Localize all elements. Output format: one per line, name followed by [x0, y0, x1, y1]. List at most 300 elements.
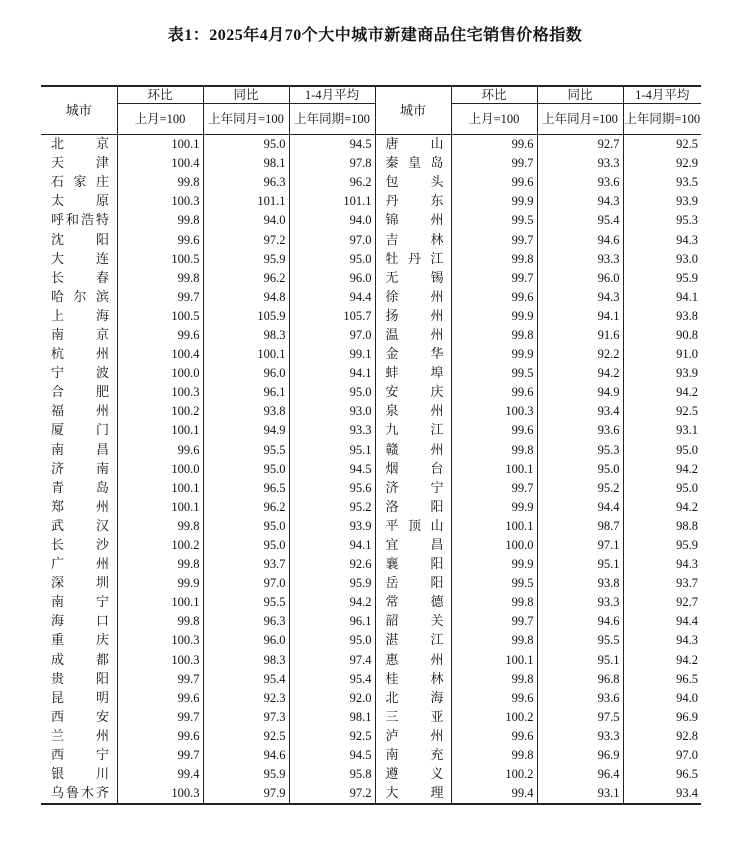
city-name-right: [375, 727, 451, 746]
mom-value-left: 100.0: [117, 364, 203, 383]
table-row: [41, 135, 701, 155]
city-label: 泸 州: [385, 728, 444, 744]
city-name-right: [375, 536, 451, 555]
mom-value-right: 99.8: [451, 250, 537, 269]
city-label: 大 理: [385, 786, 444, 802]
city-label: 重 庆: [51, 633, 109, 649]
mom-value-left: 99.7: [117, 288, 203, 307]
yoy-value-left: 96.0: [203, 364, 289, 383]
city-name-left: [41, 479, 117, 498]
yoy-value-right: 93.3: [537, 154, 623, 173]
mom-value-left: 100.0: [117, 460, 203, 479]
mom-value-right: 99.8: [451, 593, 537, 612]
city-label: 厦 门: [51, 423, 109, 439]
city-name-left: [41, 250, 117, 269]
mom-value-right: 99.7: [451, 479, 537, 498]
avg-value-right: 94.2: [623, 383, 701, 402]
avg-value-right: 94.2: [623, 460, 701, 479]
city-label: 桂 林: [385, 671, 444, 687]
column-header-yoy: 同比: [203, 86, 289, 104]
table-row: [41, 326, 701, 345]
yoy-value-right: 95.2: [537, 479, 623, 498]
table-row: [41, 574, 701, 593]
city-label: 深 圳: [51, 576, 109, 592]
city-label: 杭 州: [51, 347, 109, 363]
city-label: 南 昌: [51, 442, 109, 458]
city-name-right: [375, 364, 451, 383]
city-name-left: [41, 269, 117, 288]
city-label: 吉 林: [385, 232, 444, 248]
avg-value-left: 98.1: [289, 708, 375, 727]
city-label: 昆 明: [51, 690, 109, 706]
avg-value-right: 94.2: [623, 498, 701, 517]
yoy-value-left: 96.5: [203, 479, 289, 498]
yoy-value-left: 94.6: [203, 746, 289, 765]
yoy-value-left: 96.1: [203, 383, 289, 402]
table-row: [41, 269, 701, 288]
city-label: 宁 波: [51, 366, 109, 382]
yoy-value-left: 95.4: [203, 670, 289, 689]
city-name-left: [41, 517, 117, 536]
city-name-right: [375, 746, 451, 765]
yoy-value-left: 92.3: [203, 689, 289, 708]
yoy-value-left: 97.3: [203, 708, 289, 727]
city-name-right: [375, 670, 451, 689]
city-label: 西 安: [51, 709, 109, 725]
mom-value-right: 99.7: [451, 612, 537, 631]
avg-value-left: 96.0: [289, 269, 375, 288]
city-label: 温 州: [385, 327, 444, 343]
city-label: 上 海: [51, 308, 109, 324]
yoy-value-right: 93.8: [537, 574, 623, 593]
mom-value-right: 99.9: [451, 498, 537, 517]
yoy-value-left: 96.0: [203, 631, 289, 650]
city-label: 合 肥: [51, 385, 109, 401]
avg-value-right: 90.8: [623, 326, 701, 345]
yoy-value-right: 95.1: [537, 555, 623, 574]
city-name-left: [41, 441, 117, 460]
avg-value-right: 93.4: [623, 784, 701, 804]
mom-value-left: 99.7: [117, 708, 203, 727]
yoy-value-right: 94.2: [537, 364, 623, 383]
table-row: [41, 250, 701, 269]
yoy-value-left: 95.9: [203, 765, 289, 784]
mom-value-right: 99.5: [451, 574, 537, 593]
avg-value-right: 93.5: [623, 173, 701, 192]
yoy-value-left: 93.7: [203, 555, 289, 574]
city-name-right: [375, 269, 451, 288]
table-row: [41, 345, 701, 364]
avg-value-right: 94.1: [623, 288, 701, 307]
city-name-left: [41, 230, 117, 249]
mom-value-right: 99.8: [451, 441, 537, 460]
city-label: 无 锡: [385, 270, 444, 286]
city-name-right: [375, 574, 451, 593]
column-header-city: 城市: [375, 86, 451, 135]
table-row: [41, 230, 701, 249]
yoy-value-left: 101.1: [203, 192, 289, 211]
table-row: [41, 154, 701, 173]
mom-value-left: 99.6: [117, 441, 203, 460]
city-name-right: [375, 345, 451, 364]
city-label: 贵 阳: [51, 671, 109, 687]
city-name-left: [41, 288, 117, 307]
avg-value-left: 94.5: [289, 135, 375, 155]
city-name-right: [375, 631, 451, 650]
city-name-left: [41, 307, 117, 326]
table-row: [41, 402, 701, 421]
city-name-right: [375, 250, 451, 269]
city-label: 太 原: [51, 194, 109, 210]
column-subheader-mom: 上月=100: [451, 104, 537, 135]
avg-value-left: 95.1: [289, 441, 375, 460]
table-row: [41, 498, 701, 517]
mom-value-left: 99.4: [117, 765, 203, 784]
city-name-left: [41, 689, 117, 708]
city-label: 济 南: [51, 461, 109, 477]
city-label: 锦 州: [385, 213, 444, 229]
yoy-value-left: 95.0: [203, 135, 289, 155]
mom-value-right: 99.8: [451, 326, 537, 345]
column-header-mom: 环比: [451, 86, 537, 104]
mom-value-right: 99.8: [451, 631, 537, 650]
city-label: 哈尔滨: [51, 289, 109, 305]
yoy-value-right: 95.5: [537, 631, 623, 650]
avg-value-left: 97.0: [289, 230, 375, 249]
mom-value-left: 99.8: [117, 612, 203, 631]
avg-value-left: 95.0: [289, 631, 375, 650]
yoy-value-right: 95.4: [537, 211, 623, 230]
city-label: 郑 州: [51, 499, 109, 515]
table-row: [41, 612, 701, 631]
mom-value-left: 99.8: [117, 173, 203, 192]
avg-value-left: 105.7: [289, 307, 375, 326]
avg-value-left: 95.0: [289, 250, 375, 269]
table-row: [41, 727, 701, 746]
city-label: 广 州: [51, 557, 109, 573]
city-name-left: [41, 746, 117, 765]
mom-value-right: 100.2: [451, 765, 537, 784]
mom-value-right: 100.1: [451, 651, 537, 670]
city-label: 襄 阳: [385, 557, 444, 573]
city-label: 牡丹江: [385, 251, 444, 267]
yoy-value-right: 92.2: [537, 345, 623, 364]
yoy-value-left: 97.9: [203, 784, 289, 804]
yoy-value-left: 96.3: [203, 612, 289, 631]
avg-value-right: 96.9: [623, 708, 701, 727]
avg-value-right: 91.0: [623, 345, 701, 364]
city-label: 洛 阳: [385, 499, 444, 515]
avg-value-left: 94.5: [289, 746, 375, 765]
yoy-value-left: 94.8: [203, 288, 289, 307]
city-name-left: [41, 460, 117, 479]
avg-value-right: 92.8: [623, 727, 701, 746]
yoy-value-right: 93.6: [537, 689, 623, 708]
city-label: 平顶山: [385, 518, 444, 534]
yoy-value-right: 96.9: [537, 746, 623, 765]
mom-value-right: 99.6: [451, 689, 537, 708]
city-name-left: [41, 670, 117, 689]
yoy-value-right: 94.4: [537, 498, 623, 517]
avg-value-left: 94.1: [289, 364, 375, 383]
yoy-value-left: 98.3: [203, 326, 289, 345]
table-row: [41, 555, 701, 574]
table-row: [41, 479, 701, 498]
city-name-left: [41, 421, 117, 440]
yoy-value-left: 98.1: [203, 154, 289, 173]
mom-value-left: 100.2: [117, 536, 203, 555]
city-name-right: [375, 307, 451, 326]
mom-value-right: 99.6: [451, 383, 537, 402]
avg-value-right: 94.4: [623, 612, 701, 631]
mom-value-right: 99.6: [451, 288, 537, 307]
yoy-value-right: 96.4: [537, 765, 623, 784]
city-label: 岳 阳: [385, 576, 444, 592]
mom-value-right: 100.1: [451, 517, 537, 536]
avg-value-right: 92.9: [623, 154, 701, 173]
city-name-left: [41, 383, 117, 402]
mom-value-left: 100.1: [117, 593, 203, 612]
mom-value-right: 99.4: [451, 784, 537, 804]
mom-value-left: 99.8: [117, 517, 203, 536]
city-name-right: [375, 689, 451, 708]
city-label: 北 海: [385, 690, 444, 706]
city-name-left: [41, 364, 117, 383]
city-name-right: [375, 421, 451, 440]
table-row: [41, 746, 701, 765]
mom-value-left: 100.3: [117, 651, 203, 670]
avg-value-right: 93.0: [623, 250, 701, 269]
yoy-value-right: 95.3: [537, 441, 623, 460]
city-name-left: [41, 536, 117, 555]
mom-value-left: 100.3: [117, 631, 203, 650]
mom-value-right: 99.7: [451, 154, 537, 173]
yoy-value-right: 92.7: [537, 135, 623, 155]
mom-value-right: 100.3: [451, 402, 537, 421]
yoy-value-right: 93.1: [537, 784, 623, 804]
avg-value-left: 97.4: [289, 651, 375, 670]
city-name-right: [375, 479, 451, 498]
city-name-right: [375, 211, 451, 230]
city-label: 南 京: [51, 327, 109, 343]
city-label: 长 春: [51, 270, 109, 286]
avg-value-right: 94.3: [623, 631, 701, 650]
city-label: 湛 江: [385, 633, 444, 649]
column-header-avg: 1-4月平均: [289, 86, 375, 104]
city-name-right: [375, 517, 451, 536]
table-row: [41, 631, 701, 650]
city-name-right: [375, 383, 451, 402]
yoy-value-left: 97.2: [203, 230, 289, 249]
avg-value-left: 95.6: [289, 479, 375, 498]
yoy-value-left: 100.1: [203, 345, 289, 364]
yoy-value-right: 95.1: [537, 651, 623, 670]
city-label: 秦皇岛: [385, 156, 444, 172]
yoy-value-left: 95.0: [203, 517, 289, 536]
mom-value-left: 99.7: [117, 746, 203, 765]
table-row: [41, 383, 701, 402]
city-name-left: [41, 631, 117, 650]
column-subheader-yoy: 上年同月=100: [203, 104, 289, 135]
yoy-value-right: 94.3: [537, 192, 623, 211]
avg-value-right: 95.9: [623, 536, 701, 555]
city-label: 南 充: [385, 748, 444, 764]
yoy-value-right: 96.0: [537, 269, 623, 288]
column-subheader-avg: 上年同期=100: [623, 104, 701, 135]
table-row: [41, 364, 701, 383]
avg-value-left: 96.1: [289, 612, 375, 631]
table-row: [41, 689, 701, 708]
city-name-left: [41, 651, 117, 670]
avg-value-left: 101.1: [289, 192, 375, 211]
city-name-right: [375, 288, 451, 307]
table-row: [41, 441, 701, 460]
table-row: [41, 460, 701, 479]
city-name-right: [375, 593, 451, 612]
city-name-right: [375, 441, 451, 460]
page-title: 表1：2025年4月70个大中城市新建商品住宅销售价格指数: [167, 27, 583, 44]
avg-value-left: 97.0: [289, 326, 375, 345]
city-label: 天 津: [51, 156, 109, 172]
city-name-right: [375, 460, 451, 479]
avg-value-left: 95.9: [289, 574, 375, 593]
table-row: [41, 784, 701, 804]
mom-value-left: 100.3: [117, 784, 203, 804]
yoy-value-right: 93.4: [537, 402, 623, 421]
avg-value-right: 95.3: [623, 211, 701, 230]
city-label: 乌鲁木齐: [51, 786, 109, 802]
avg-value-right: 94.2: [623, 651, 701, 670]
mom-value-left: 100.3: [117, 383, 203, 402]
city-name-left: [41, 612, 117, 631]
city-label: 西 宁: [51, 748, 109, 764]
yoy-value-right: 94.9: [537, 383, 623, 402]
city-name-left: [41, 402, 117, 421]
table-row: [41, 421, 701, 440]
yoy-value-right: 93.3: [537, 250, 623, 269]
avg-value-left: 94.1: [289, 536, 375, 555]
yoy-value-left: 97.0: [203, 574, 289, 593]
mom-value-left: 100.1: [117, 479, 203, 498]
table-row: [41, 517, 701, 536]
city-label: 扬 州: [385, 308, 444, 324]
avg-value-right: 93.1: [623, 421, 701, 440]
table-row: [41, 708, 701, 727]
city-name-right: [375, 173, 451, 192]
mom-value-right: 99.9: [451, 345, 537, 364]
city-label: 青 岛: [51, 480, 109, 496]
avg-value-left: 92.0: [289, 689, 375, 708]
yoy-value-left: 95.5: [203, 441, 289, 460]
avg-value-left: 93.0: [289, 402, 375, 421]
yoy-value-left: 95.0: [203, 460, 289, 479]
price-index-table: [41, 85, 701, 805]
mom-value-left: 100.4: [117, 154, 203, 173]
avg-value-left: 94.4: [289, 288, 375, 307]
table-row: [41, 307, 701, 326]
city-label: 韶 关: [385, 614, 444, 630]
city-label: 安 庆: [385, 385, 444, 401]
city-label: 烟 台: [385, 461, 444, 477]
avg-value-left: 94.2: [289, 593, 375, 612]
city-name-right: [375, 192, 451, 211]
city-label: 呼和浩特: [51, 213, 109, 229]
city-label: 成 都: [51, 652, 109, 668]
yoy-value-right: 95.0: [537, 460, 623, 479]
city-name-left: [41, 135, 117, 155]
city-name-right: [375, 651, 451, 670]
avg-value-left: 94.0: [289, 211, 375, 230]
mom-value-right: 99.7: [451, 269, 537, 288]
table-row: [41, 173, 701, 192]
column-subheader-avg: 上年同期=100: [289, 104, 375, 135]
avg-value-left: 95.2: [289, 498, 375, 517]
yoy-value-right: 93.6: [537, 173, 623, 192]
city-label: 九 江: [385, 423, 444, 439]
mom-value-right: 99.9: [451, 555, 537, 574]
avg-value-left: 95.4: [289, 670, 375, 689]
avg-value-left: 97.8: [289, 154, 375, 173]
column-header-city: 城市: [41, 86, 117, 135]
yoy-value-right: 97.1: [537, 536, 623, 555]
city-label: 银 川: [51, 767, 109, 783]
table-row: [41, 288, 701, 307]
city-name-left: [41, 173, 117, 192]
mom-value-right: 99.6: [451, 421, 537, 440]
mom-value-left: 99.7: [117, 670, 203, 689]
mom-value-left: 100.2: [117, 402, 203, 421]
avg-value-right: 94.3: [623, 555, 701, 574]
city-name-left: [41, 574, 117, 593]
city-label: 遵 义: [385, 767, 444, 783]
mom-value-left: 99.6: [117, 727, 203, 746]
table-row: [41, 192, 701, 211]
city-label: 惠 州: [385, 652, 444, 668]
city-label: 徐 州: [385, 289, 444, 305]
yoy-value-right: 94.1: [537, 307, 623, 326]
table-row: [41, 670, 701, 689]
column-header-mom: 环比: [117, 86, 203, 104]
mom-value-right: 99.5: [451, 211, 537, 230]
city-label: 宜 昌: [385, 538, 444, 554]
city-name-right: [375, 555, 451, 574]
city-name-right: [375, 135, 451, 155]
city-label: 石家庄: [51, 175, 109, 191]
city-name-right: [375, 402, 451, 421]
city-label: 蚌 埠: [385, 366, 444, 382]
table-row: [41, 536, 701, 555]
avg-value-right: 92.5: [623, 135, 701, 155]
yoy-value-left: 96.2: [203, 269, 289, 288]
city-label: 沈 阳: [51, 232, 109, 248]
yoy-value-left: 93.8: [203, 402, 289, 421]
mom-value-left: 99.6: [117, 689, 203, 708]
avg-value-left: 94.5: [289, 460, 375, 479]
avg-value-left: 92.6: [289, 555, 375, 574]
city-label: 赣 州: [385, 442, 444, 458]
mom-value-right: 99.6: [451, 727, 537, 746]
city-label: 唐 山: [385, 137, 444, 153]
city-label: 北 京: [51, 137, 109, 153]
yoy-value-left: 96.3: [203, 173, 289, 192]
city-name-right: [375, 326, 451, 345]
avg-value-left: 97.2: [289, 784, 375, 804]
yoy-value-left: 98.3: [203, 651, 289, 670]
mom-value-right: 99.5: [451, 364, 537, 383]
mom-value-left: 100.5: [117, 307, 203, 326]
yoy-value-left: 94.0: [203, 211, 289, 230]
avg-value-right: 95.0: [623, 479, 701, 498]
